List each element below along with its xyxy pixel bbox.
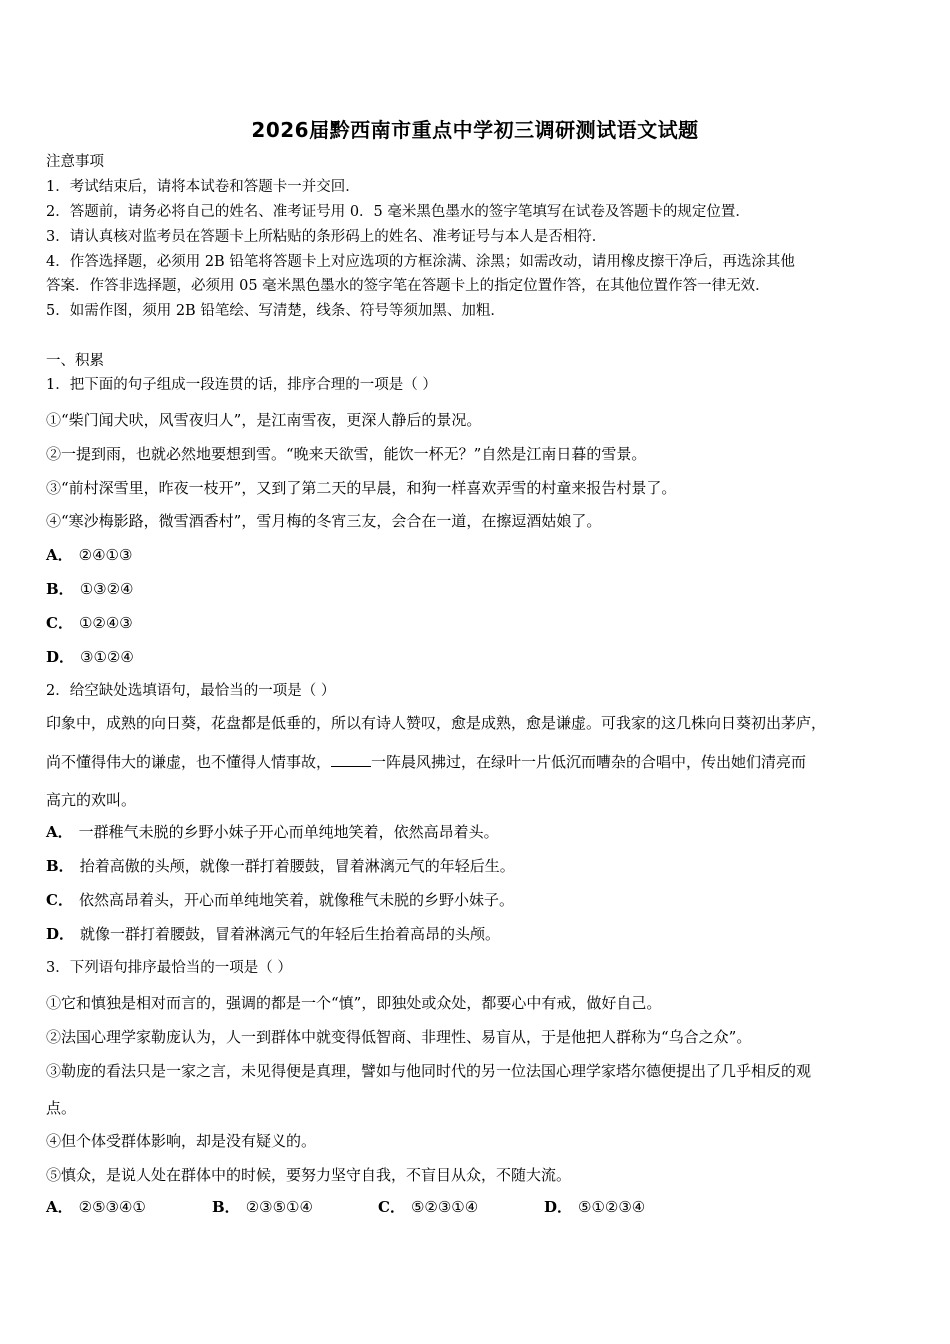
option-label: C． [46, 614, 73, 632]
q3-sentence: ①它和慎独是相对而言的，强调的都是一个“慎”，即独处或众处，都要心中有戒，做好自己。 [46, 994, 662, 1012]
q2-paragraph [46, 752, 916, 772]
notice-item: 3．请认真核对监考员在答题卡上所粘贴的条形码上的姓名、准考证号与本人是否相符． [46, 229, 607, 245]
page-title: 2026届黔西南市重点中学初三调研测试语文试题 [251, 118, 699, 142]
q1-sentence: ④“寒沙梅影路，微雪酒香村”，雪月梅的冬宵三友，会合在一道，在擦逗酒姑娘了。 [46, 512, 602, 530]
option-label: C． [378, 1198, 405, 1216]
option-label: A． [46, 1198, 73, 1216]
q1-sentence: ③“前村深雪里，昨夜一枝开”，又到了第二天的早晨，和狗一样喜欢弄雪的村童来报告村景了。 [46, 479, 677, 497]
notice-item: 5．如需作图，须用 2B 铅笔绘、写清楚，线条、符号等须加黑、加粗． [46, 303, 505, 319]
option-text: ②③⑤①④ [245, 1198, 313, 1216]
option-text: ②④①③ [78, 546, 133, 564]
q3-stem: 3．下列语句排序最恰当的一项是（ ） [46, 960, 292, 976]
q1-stem: 1．把下面的句子组成一段连贯的话，排序合理的一项是（ ） [46, 377, 437, 393]
q3-sentence: ⑤慎众，是说人处在群体中的时候，要努力坚守自我，不盲目从众，不随大流。 [46, 1166, 572, 1184]
option-text: 抬着高傲的头颅，就像一群打着腰鼓，冒着淋漓元气的年轻后生。 [79, 857, 515, 875]
q1-option-d[interactable] [46, 647, 916, 667]
fill-blank[interactable] [331, 752, 371, 767]
section-heading: 一、积累 [46, 353, 104, 369]
q2-option-d[interactable] [46, 924, 916, 944]
option-text: 一群稚气未脱的乡野小妹子开心而单纯地笑着，依然高昂着头。 [78, 823, 499, 841]
option-label: D． [46, 925, 75, 943]
option-label: A． [46, 546, 73, 564]
option-text: ③①②④ [80, 648, 134, 666]
q1-option-c[interactable] [46, 613, 916, 633]
option-label: D． [544, 1198, 573, 1216]
q1-sentence: ①“柴门闻犬吠，风雪夜归人”，是江南雪夜，更深人静后的景况。 [46, 411, 482, 429]
q1-sentence: ②一提到雨，也就必然地要想到雪。“晚来天欲雪，能饮一杯无？”自然是江南日暮的雪景。 [46, 445, 647, 463]
option-text: 就像一群打着腰鼓，冒着淋漓元气的年轻后生抬着高昂的头颅。 [80, 925, 501, 943]
q3-option-d[interactable] [544, 1197, 710, 1217]
q3-sentence: ④但个体受群体影响，却是没有疑义的。 [46, 1132, 317, 1150]
q2-stem: 2．给空缺处选填语句，最恰当的一项是（ ） [46, 683, 336, 699]
q3-option-b[interactable] [212, 1197, 378, 1217]
q1-option-a[interactable] [46, 545, 916, 565]
q2-option-b[interactable] [46, 856, 916, 876]
option-label: B． [212, 1198, 240, 1216]
q3-option-c[interactable] [378, 1197, 544, 1217]
option-text: ①③②④ [79, 580, 134, 598]
option-text: 依然高昂着头，开心而单纯地笑着，就像稚气未脱的乡野小妹子。 [78, 891, 514, 909]
q3-option-a[interactable] [46, 1197, 212, 1217]
q2-paragraph: 印象中，成熟的向日葵，花盘都是低垂的，所以有诗人赞叹，愈是成熟，愈是谦虚。可我家的这几株向日葵初出茅庐， [46, 714, 827, 732]
q3-sentence: 点。 [46, 1099, 77, 1117]
option-text: ②⑤③④① [78, 1198, 146, 1216]
notice-item: 答案．作答非选择题，必须用 05 毫米黑色墨水的签字笔在答题卡上的指定位置作答，在其他位置作答一律无效． [46, 278, 770, 294]
q3-options-row [46, 1197, 916, 1217]
option-label: D． [46, 648, 75, 666]
q3-sentence: ②法国心理学家勒庞认为，人一到群体中就变得低智商、非理性、易盲从，于是他把人群称为“乌合之众”。 [46, 1028, 752, 1046]
option-label: B． [46, 580, 74, 598]
option-label: C． [46, 891, 73, 909]
notice-item: 1．考试结束后，请将本试卷和答题卡一并交回． [46, 179, 360, 195]
q2-option-a[interactable] [46, 822, 916, 842]
q2-text: 尚不懂得伟大的谦虚，也不懂得人情事故， [46, 753, 332, 771]
q2-paragraph: 高亢的欢叫。 [46, 791, 137, 809]
q2-text: 一阵晨风拂过，在绿叶一片低沉而嘈杂的合唱中，传出她们清亮而 [371, 753, 807, 771]
q3-sentence: ③勒庞的看法只是一家之言，未见得便是真理，譬如与他同时代的另一位法国心理学家塔尔德便提出了几乎相反的观 [46, 1062, 812, 1080]
q2-option-c[interactable] [46, 890, 916, 910]
notice-item: 2．答题前，请务必将自己的姓名、准考证号用 0．5 毫米黑色墨水的签字笔填写在试卷及答题卡的规定位置． [46, 204, 750, 220]
option-label: B． [46, 857, 74, 875]
option-text: ⑤②③①④ [410, 1198, 479, 1216]
notice-heading: 注意事项 [46, 154, 104, 170]
notice-item: 4．作答选择题，必须用 2B 铅笔将答题卡上对应选项的方框涂满、涂黑；如需改动，请用橡皮擦干净后，再选涂其他 [46, 254, 795, 270]
option-text: ⑤①②③④ [578, 1198, 646, 1216]
option-text: ①②④③ [78, 614, 133, 632]
q1-option-b[interactable] [46, 579, 916, 599]
option-label: A． [46, 823, 73, 841]
